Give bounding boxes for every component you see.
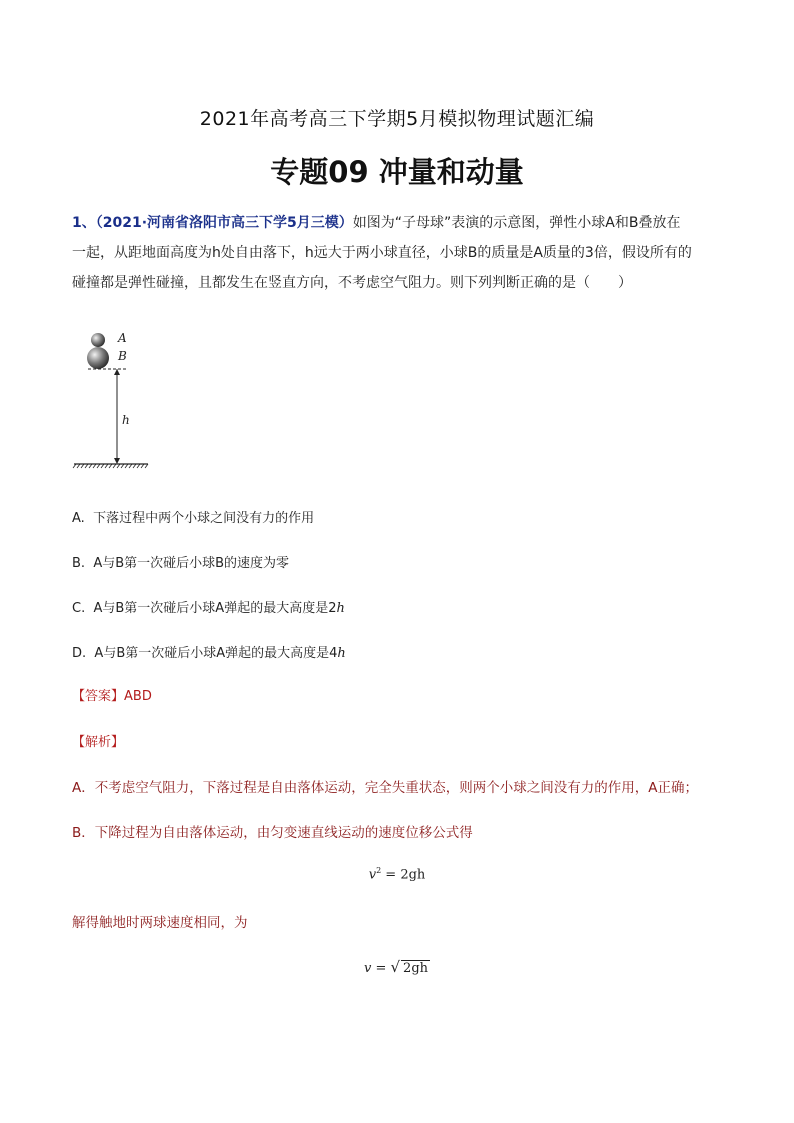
analysis-line-c: 解得触地时两球速度相同，为	[72, 915, 248, 931]
stem-line-1: 如图为“子母球”表演的示意图，弹性小球A和B叠放在	[352, 215, 681, 231]
answer-value: ABD	[124, 689, 152, 704]
label-a: A	[118, 331, 127, 345]
collection-title: 2021年高考高三下学期5月模拟物理试题汇编	[199, 108, 595, 130]
question-number: 1、	[72, 215, 96, 231]
analysis-line-a: A．不考虑空气阻力，下落过程是自由落体运动，完全失重状态，则两个小球之间没有力的作用，A正确；	[72, 780, 698, 796]
topic-title: 专题09 冲量和动量	[270, 155, 524, 189]
label-b: B	[118, 349, 127, 363]
stem-line-2: 一起，从距地面高度为h处自由落下，h远大于两小球直径，小球B的质量是A质量的3倍，假设所有的	[72, 245, 692, 261]
ball-b	[87, 347, 109, 369]
question-source: （2021·河南省洛阳市高三下学5月三模）	[95, 215, 353, 231]
option-b: B. A与B第一次碰后小球B的速度为零	[72, 556, 290, 571]
arrow-head-bottom	[114, 458, 120, 464]
analysis-line-b: B．下降过程为自由落体运动，由匀变速直线运动的速度位移公式得	[72, 825, 473, 841]
option-d: D. A与B第一次碰后小球A弹起的最大高度是4h	[72, 646, 346, 661]
option-c: C. A与B第一次碰后小球A弹起的最大高度是2h	[72, 601, 345, 616]
ball-a	[91, 333, 105, 347]
sqrt-icon: √	[390, 958, 401, 976]
option-a: A. 下落过程中两个小球之间没有力的作用	[72, 511, 315, 526]
label-h: h	[122, 413, 130, 427]
falling-balls-figure	[70, 328, 170, 473]
arrow-head-top	[114, 369, 120, 375]
stem-line-3: 碰撞都是弹性碰撞，且都发生在竖直方向，不考虑空气阻力。则下列判断正确的是（ ）	[72, 275, 632, 291]
question-stem	[72, 208, 722, 298]
ground-hatching	[73, 464, 148, 468]
equation-2: v = √ 2gh	[363, 958, 429, 976]
answer-label: 【答案】	[72, 689, 125, 704]
equation-1: $v^2 = 2gh$	[368, 866, 426, 883]
answer	[72, 685, 152, 704]
analysis-label: 【解析】	[72, 735, 125, 750]
